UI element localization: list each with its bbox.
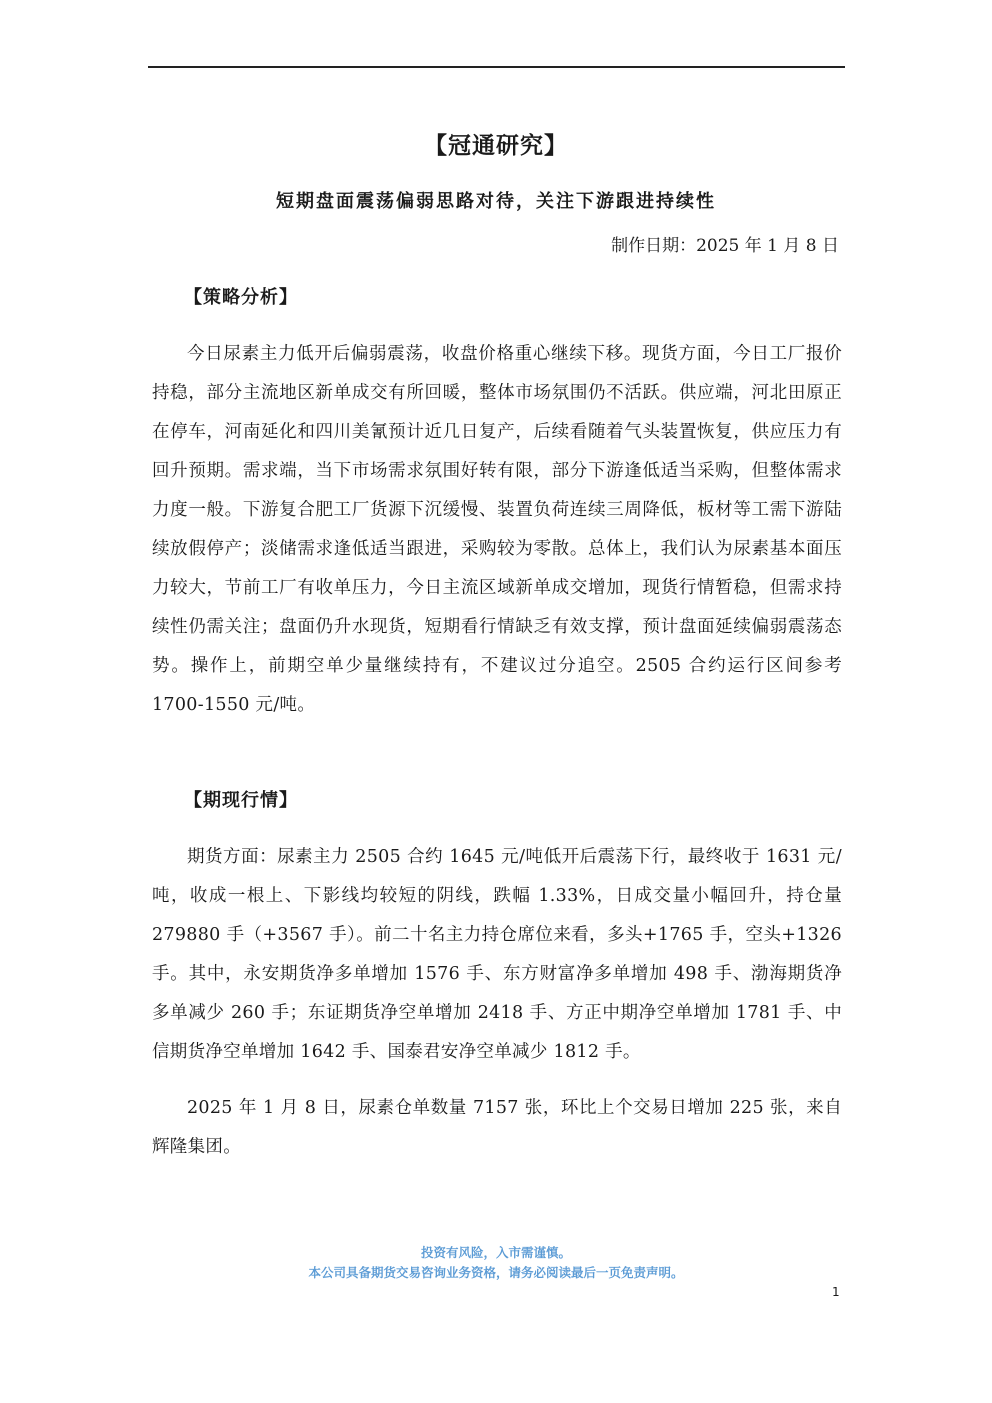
brand-title: 【冠通研究】 [424, 132, 568, 159]
article-title: 短期盘面震荡偏弱思路对待，关注下游跟进持续性 [276, 191, 716, 212]
header-rule [148, 66, 845, 68]
risk-warning: 投资有风险，入市需谨慎。 [420, 1245, 571, 1260]
section-heading-strategy: 【策略分析】 [184, 287, 298, 308]
market-paragraph-warehouse: 2025 年 1 月 8 日，尿素仓单数量 7157 张，环比上个交易日增加 225 张，来自辉隆集团。 [152, 1098, 842, 1157]
section-heading-market: 【期现行情】 [184, 790, 298, 811]
strategy-paragraph: 今日尿素主力低开后偏弱震荡，收盘价格重心继续下移。现货方面，今日工厂报价持稳，部分主流地区新单成交有所回暖，整体市场氛围仍不活跃。供应端，河北田原正在停车，河南延化和四川美氰预计近几日复产，后续看随着气头装置恢复，供应压力有回升预期。需求端，当下市场需求氛围好转有限，部分下游逢低适当采购，但整体需求力度一般。下游复合肥工厂货源下沉缓慢、装置负荷连续三周降低，板材等工需下游陆续放假停产；淡储需求逢低适当跟进，采购较为零散。总体上，我们认为尿素基本面压力较大，节前工厂有收单压力，今日主流区域新单成交增加，现货行情暂稳，但需求持续性仍需关注；盘面仍升水现货，短期看行情缺乏有效支撑，预计盘面延续偏弱震荡态势。操作上，前期空单少量继续持有，不建议过分追空。2505 合约运行区间参考 1700-1550 元/吨。 [152, 344, 842, 715]
page-number: 1 [832, 1285, 840, 1299]
market-paragraph-futures: 期货方面：尿素主力 2505 合约 1645 元/吨低开后震荡下行，最终收于 1631 元/吨，收成一根上、下影线均较短的阴线，跌幅 1.33%，日成交量小幅回升，持仓量 279880 手（+3567 手）。前二十名主力持仓席位来看，多头+1765 手，空头+1326 手。其中，永安期货净多单增加 1576 手、东方财富净多单增加 498 手、渤海期货净多单减少 260 手；东证期货净空单增加 2418 手、方正中期净空单增加 1781 手、中信期货净空单增加 1642 手、国泰君安净空单减少 1812 手。 [152, 847, 842, 1062]
publish-date: 制作日期：2025 年 1 月 8 日 [611, 236, 839, 256]
disclaimer-notice: 本公司具备期货交易咨询业务资格，请务必阅读最后一页免责声明。 [308, 1265, 684, 1280]
